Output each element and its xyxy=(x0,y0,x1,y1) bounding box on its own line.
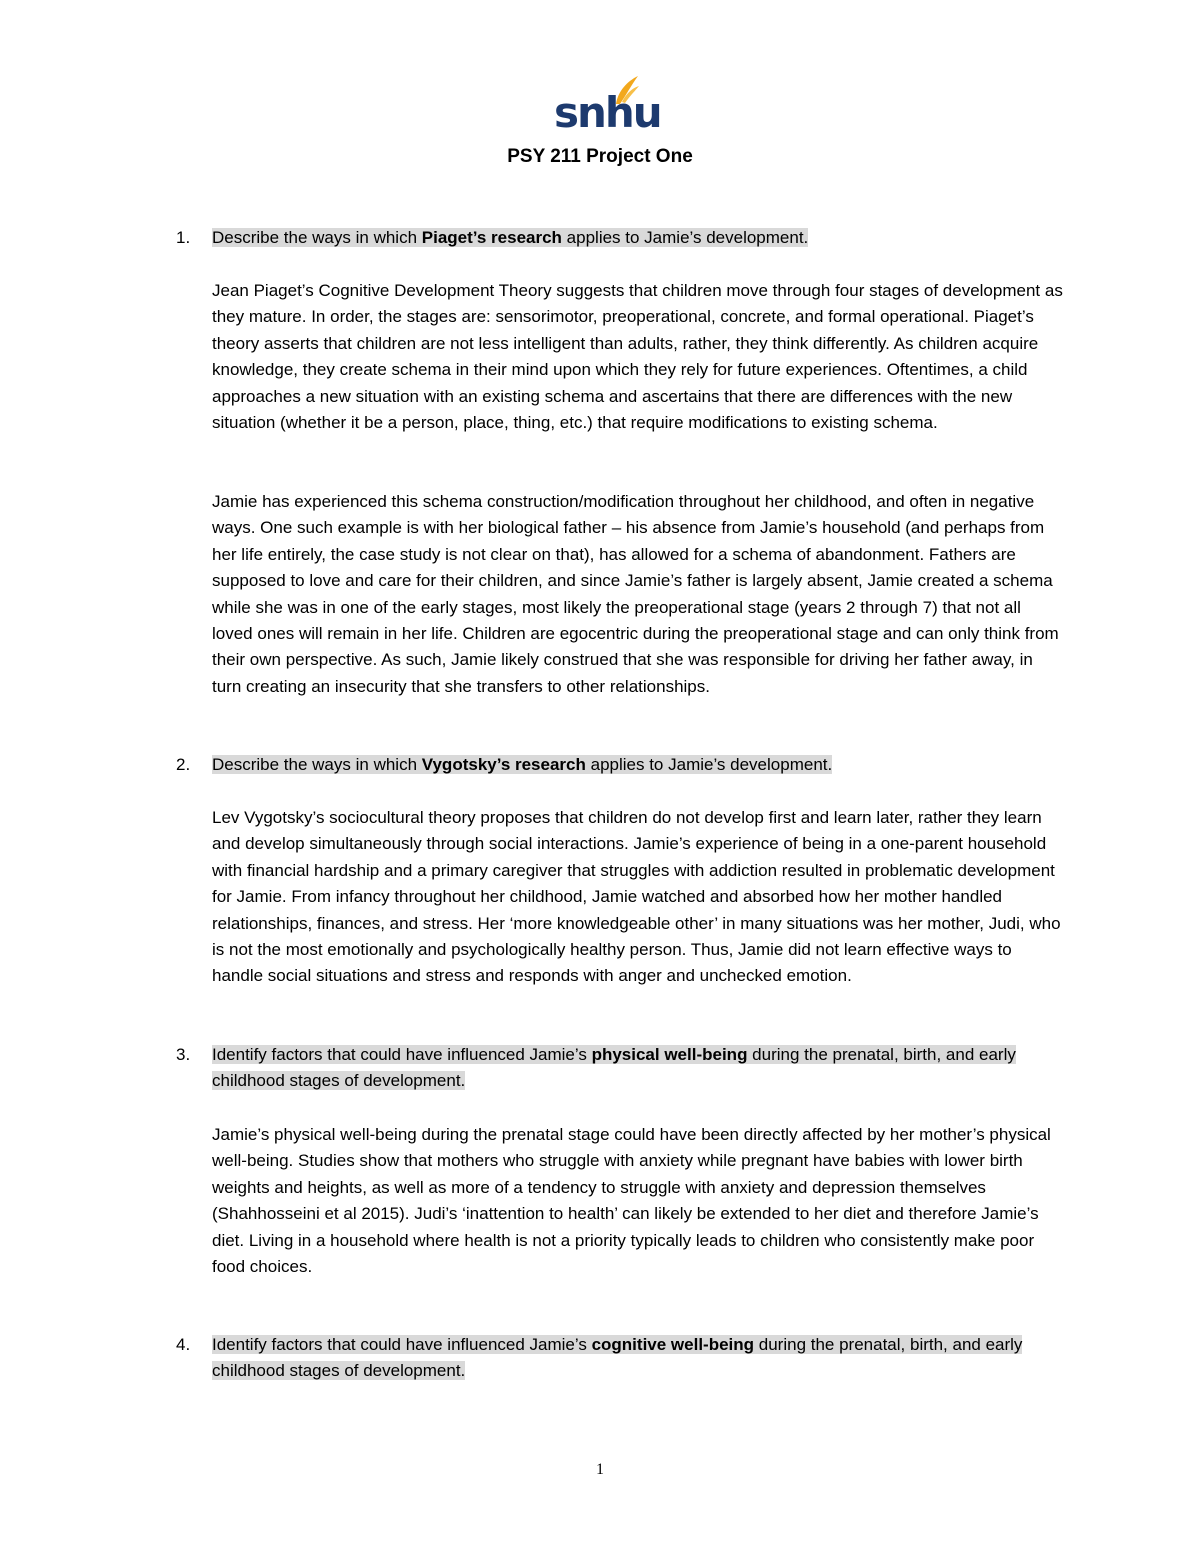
answer-paragraph: Jamie’s physical well-being during the prenatal stage could have been directly affected by her mother’s physical well-being. Studies show that mothers who struggle with anxiety while pregnant have babies with lower birth weights and heights, as well as more of a tendency to struggle with anxiety and depression themselves (Shahhosseini et al 2015). Judi’s ‘inattention to health’ can likely be extended to her diet and therefore Jamie’s diet. Living in a household where health is not a priority typically leads to children who consistently make poor food choices. xyxy=(212,1125,1051,1277)
question-number: 3. xyxy=(176,1045,191,1064)
question-number: 4. xyxy=(176,1335,191,1354)
logo-text: snhu xyxy=(554,88,661,137)
question-highlight: Identify factors that could have influenced Jamie’s physical well-being during the prenatal, birth, and early childhood stages of development. xyxy=(212,1045,1016,1091)
question-text xyxy=(212,1332,1062,1385)
question-number: 2. xyxy=(176,755,191,774)
question-highlight: Identify factors that could have influenced Jamie’s cognitive well-being during the prenatal, birth, and early childhood stages of development. xyxy=(212,1335,1023,1381)
question-highlight: Describe the ways in which Vygotsky’s research applies to Jamie’s development. xyxy=(212,755,833,774)
page-title: PSY 211 Project One xyxy=(507,146,693,167)
answer-paragraph: Jean Piaget’s Cognitive Development Theory suggests that children move through four stages of development as they mature. In order, the stages are: sensorimotor, preoperational, concrete, and formal operational. Piaget’s theory asserts that children are not less intelligent than adults, rather, they think differently. As children acquire knowledge, they create schema in their mind upon which they rely for future experiences. Oftentimes, a child approaches a new situation with an existing schema and ascertains that there are differences with the new situation (whether it be a person, place, thing, etc.) that require modifications to existing schema. xyxy=(212,281,1063,433)
answer-paragraph: Lev Vygotsky’s sociocultural theory proposes that children do not develop first and learn later, rather they learn and develop simultaneously through social interactions. Jamie’s experience of being in a one-parent household with financial hardship and a primary caregiver that struggles with addiction resulted in problematic development for Jamie. From infancy throughout her childhood, Jamie watched and absorbed how her mother handled relationships, finances, and stress. Her ‘more knowledgeable other’ in many situations was her mother, Judi, who is not the most emotionally and psychologically healthy person. Thus, Jamie did not learn effective ways to handle social situations and stress and responds with anger and unchecked emotion. xyxy=(212,808,1061,986)
question-text xyxy=(212,225,1062,251)
question-number: 1. xyxy=(176,228,191,247)
answer-paragraph: Jamie has experienced this schema construction/modification throughout her childhood, and often in negative ways. One such example is with her biological father – his absence from Jamie’s household (and perhaps from her life entirely, the case study is not clear on that), has allowed for a schema of abandonment. Fathers are supposed to love and care for their children, and since Jamie’s father is largely absent, Jamie created a schema while she was in one of the early stages, most likely the preoperational stage (years 2 through 7) that not all loved ones will remain in her life. Children are egocentric during the preoperational stage and can only think from their own perspective. As such, Jamie likely construed that she was responsible for driving her father away, in turn creating an insecurity that she transfers to other relationships. xyxy=(212,492,1059,696)
question-highlight: Describe the ways in which Piaget’s research applies to Jamie’s development. xyxy=(212,228,809,247)
question-text xyxy=(212,1042,1062,1095)
question-text xyxy=(212,752,1062,778)
page-number: 1 xyxy=(596,1461,604,1478)
snhu-logo xyxy=(554,74,661,137)
